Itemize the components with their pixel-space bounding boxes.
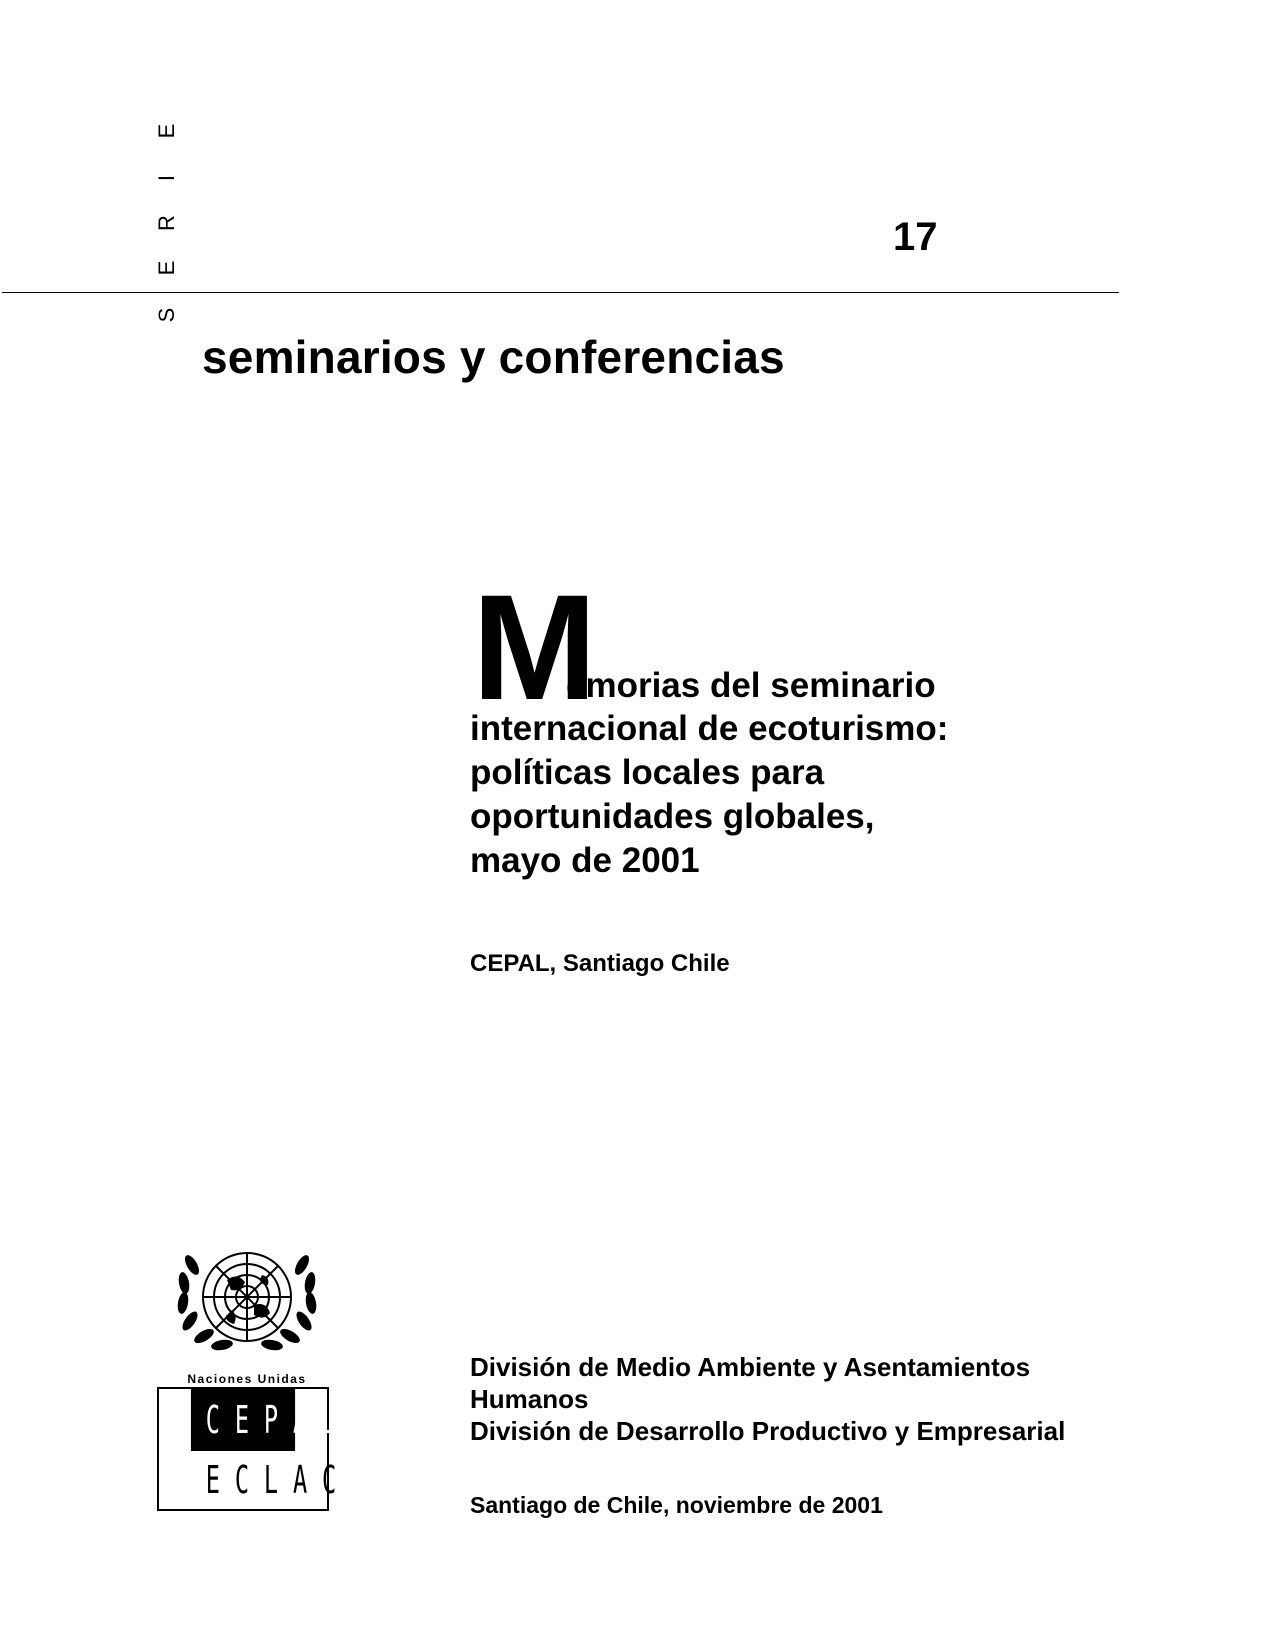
division-line: División de Desarrollo Productivo y Empresarial [470,1416,1066,1446]
serie-letter-s: S [154,307,179,323]
cepal-text [191,1389,352,1451]
title-first-line: emorias del seminario [566,666,936,705]
serie-letter-e: E [154,260,179,276]
header-rule [2,292,1119,293]
title-line: mayo de 2001 [470,841,700,880]
serie-letter-r: R [154,215,179,231]
division-line: Humanos [470,1384,589,1414]
publication-place: CEPAL, Santiago Chile [470,950,730,977]
series-number: 17 [893,215,938,259]
title-lines [470,707,948,883]
publication-date: Santiago de Chile, noviembre de 2001 [470,1492,883,1518]
cepal-eclac-logo [157,1387,352,1511]
title-line: oportunidades globales, [470,797,875,836]
un-emblem-logo [172,1235,322,1395]
divisions-block [470,1351,1065,1447]
un-emblem-icon [172,1235,322,1395]
eclac-wordmark: ECLAC [205,1458,352,1502]
serie-letter-i: I [154,174,179,182]
title-line: internacional de ecoturismo: [470,709,949,748]
eclac-text [191,1451,352,1509]
un-caption: Naciones Unidas [187,1372,307,1386]
title-dropcap: M [472,563,593,731]
series-title: seminarios y conferencias [202,331,785,383]
serie-letter-e2: E [154,123,179,139]
cepal-wordmark: CEPAL [205,1398,352,1442]
title-line: políticas locales para [470,753,825,792]
division-line: División de Medio Ambiente y Asentamientos [470,1352,1031,1382]
